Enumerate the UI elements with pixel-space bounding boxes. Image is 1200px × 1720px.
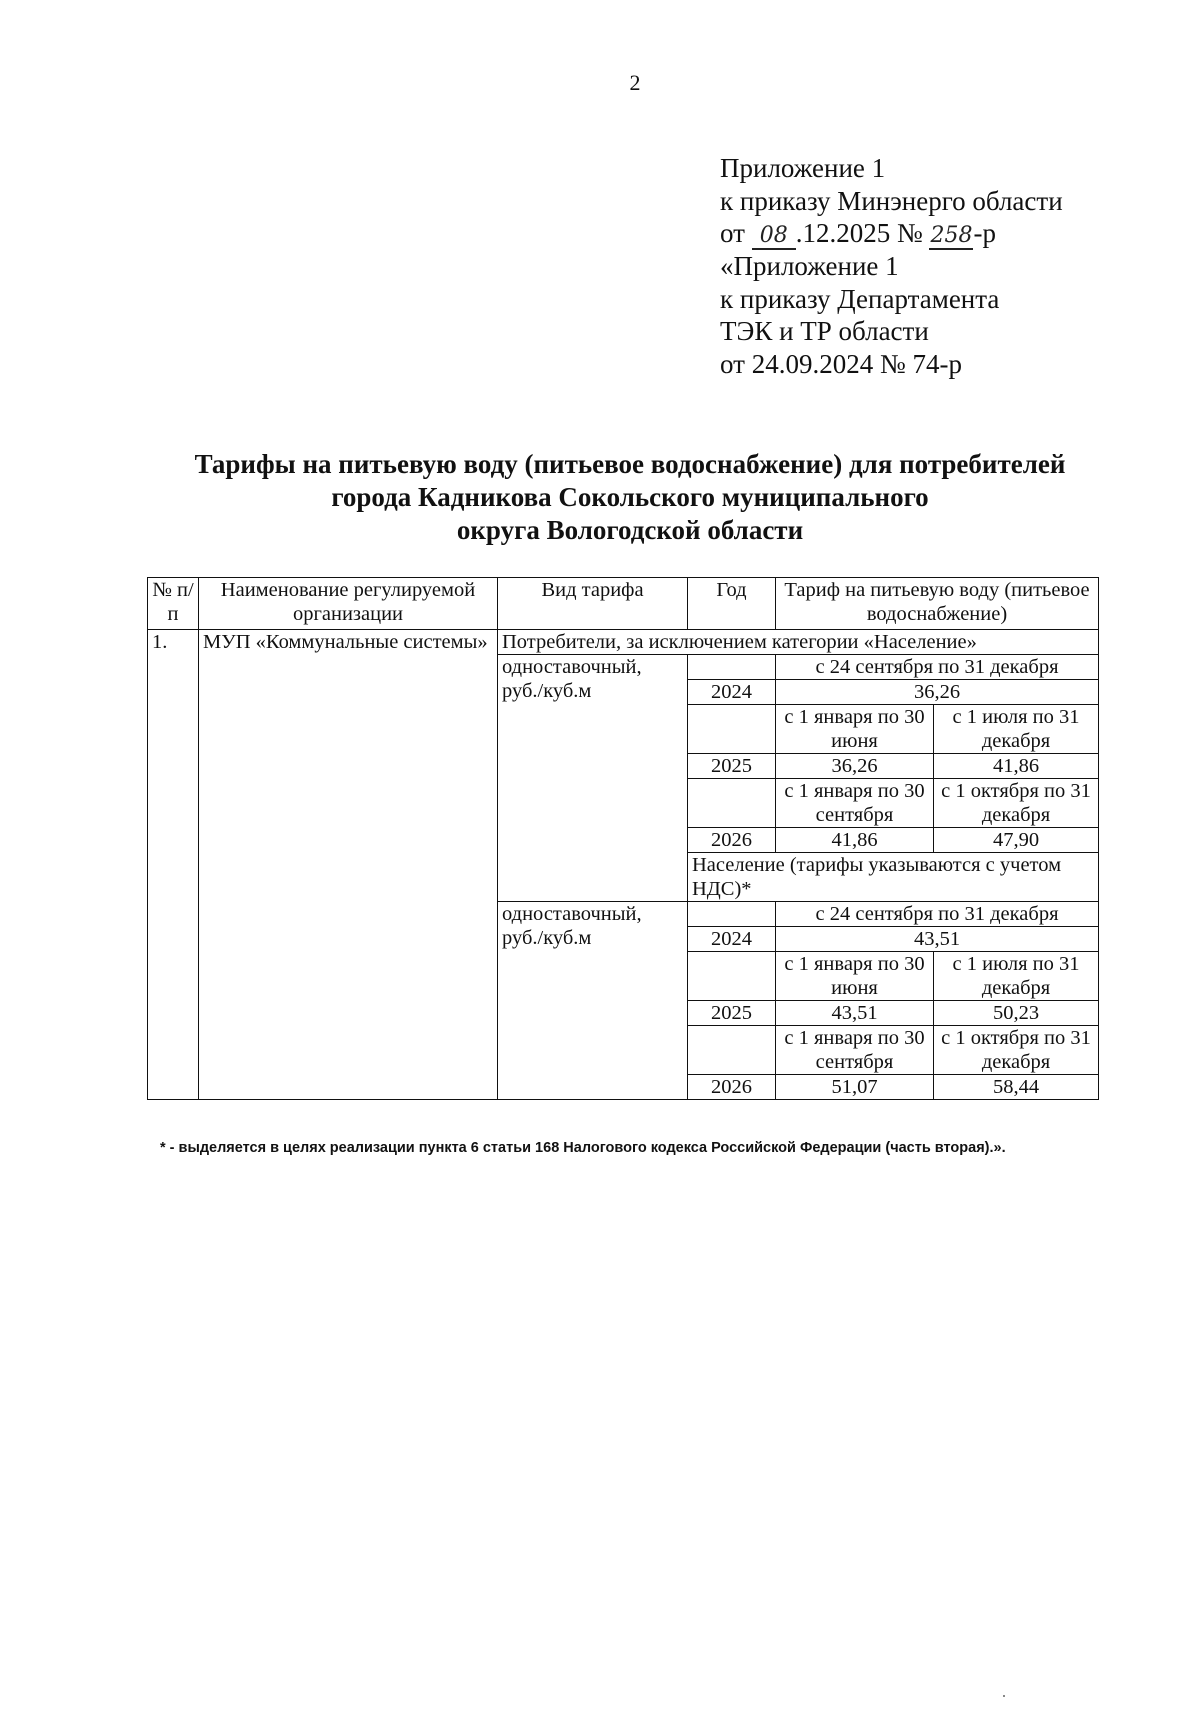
value-cell: 36,26: [776, 754, 934, 779]
value-cell: 41,86: [776, 828, 934, 853]
category-label: Потребители, за исключением категории «Население»: [498, 630, 1099, 655]
footnote: * - выделяется в целях реализации пункта 6 статьи 168 Налогового кодекса Российской Федерации (часть вторая).».: [160, 1140, 1006, 1156]
header-tariff: Тариф на питьевую воду (питьевое водоснабжение): [776, 578, 1099, 630]
header-tariff-type: Вид тарифа: [498, 578, 688, 630]
year-cell: 2025: [688, 754, 776, 779]
value-cell: 47,90: [934, 828, 1099, 853]
year-cell: [688, 779, 776, 828]
year-cell: 2026: [688, 828, 776, 853]
appendix-line: к приказу Минэнерго области: [720, 185, 1063, 216]
appendix-date-prefix: от: [720, 218, 752, 248]
year-cell: 2024: [688, 927, 776, 952]
period-cell: с 1 января по 30 июня: [776, 705, 934, 754]
year-cell: [688, 1026, 776, 1075]
period-cell: с 1 октября по 31 декабря: [934, 779, 1099, 828]
tariff-table: [147, 577, 1099, 1100]
period-cell: с 1 января по 30 сентября: [776, 1026, 934, 1075]
organization-name: МУП «Коммунальные системы»: [199, 630, 498, 1100]
appendix-date-middle: .12.2025 №: [795, 218, 930, 248]
page-number: 2: [629, 70, 641, 95]
appendix-line: к приказу Департамента: [720, 283, 1000, 314]
header-organization: Наименование регулируемой организации: [199, 578, 498, 630]
year-cell: 2025: [688, 1001, 776, 1026]
year-cell: [688, 705, 776, 754]
appendix-date-suffix: -р: [973, 218, 996, 248]
title-line: Тарифы на питьевую воду (питьевое водоснабжение) для потребителей: [194, 449, 1066, 479]
value-cell: 50,23: [934, 1001, 1099, 1026]
period-cell: с 1 октября по 31 декабря: [934, 1026, 1099, 1075]
appendix-line: «Приложение 1: [720, 251, 899, 281]
category-label: Население (тарифы указываются с учетом НДС)*: [688, 853, 1099, 902]
year-cell: [688, 655, 776, 680]
year-cell: 2024: [688, 680, 776, 705]
year-cell: [688, 952, 776, 1001]
appendix-line: Приложение 1: [720, 153, 886, 183]
tariff-type: одноставочный, руб./куб.м: [498, 902, 688, 1100]
header-year: Год: [688, 578, 776, 630]
period-cell: с 24 сентября по 31 декабря: [776, 902, 1099, 927]
table-row: [148, 630, 1099, 655]
value-cell: 58,44: [934, 1075, 1099, 1100]
appendix-date-line: [720, 217, 1063, 250]
appendix-header: [720, 152, 1063, 380]
title-line: округа Вологодской области: [456, 515, 804, 545]
period-cell: с 1 января по 30 июня: [776, 952, 934, 1001]
value-cell: 43,51: [776, 927, 1099, 952]
scan-speck: [1003, 1695, 1005, 1697]
appendix-line: от 24.09.2024 № 74-р: [720, 348, 962, 379]
table-header-row: [148, 578, 1099, 630]
value-cell: 43,51: [776, 1001, 934, 1026]
handwritten-day: 08: [752, 224, 796, 250]
appendix-line: ТЭК и ТР области: [720, 316, 929, 346]
tariff-type: одноставочный, руб./куб.м: [498, 655, 688, 902]
value-cell: 36,26: [776, 680, 1099, 705]
value-cell: 41,86: [934, 754, 1099, 779]
header-num: № п/п: [148, 578, 199, 630]
value-cell: 51,07: [776, 1075, 934, 1100]
title-line: города Кадникова Сокольского муниципального: [331, 482, 929, 512]
handwritten-order-number: 258: [930, 223, 973, 248]
document-title: [140, 448, 1120, 547]
year-cell: 2026: [688, 1075, 776, 1100]
row-number: 1.: [148, 630, 199, 1100]
period-cell: с 1 июля по 31 декабря: [934, 952, 1099, 1001]
period-cell: с 24 сентября по 31 декабря: [776, 655, 1099, 680]
year-cell: [688, 902, 776, 927]
period-cell: с 1 июля по 31 декабря: [934, 705, 1099, 754]
period-cell: с 1 января по 30 сентября: [776, 779, 934, 828]
